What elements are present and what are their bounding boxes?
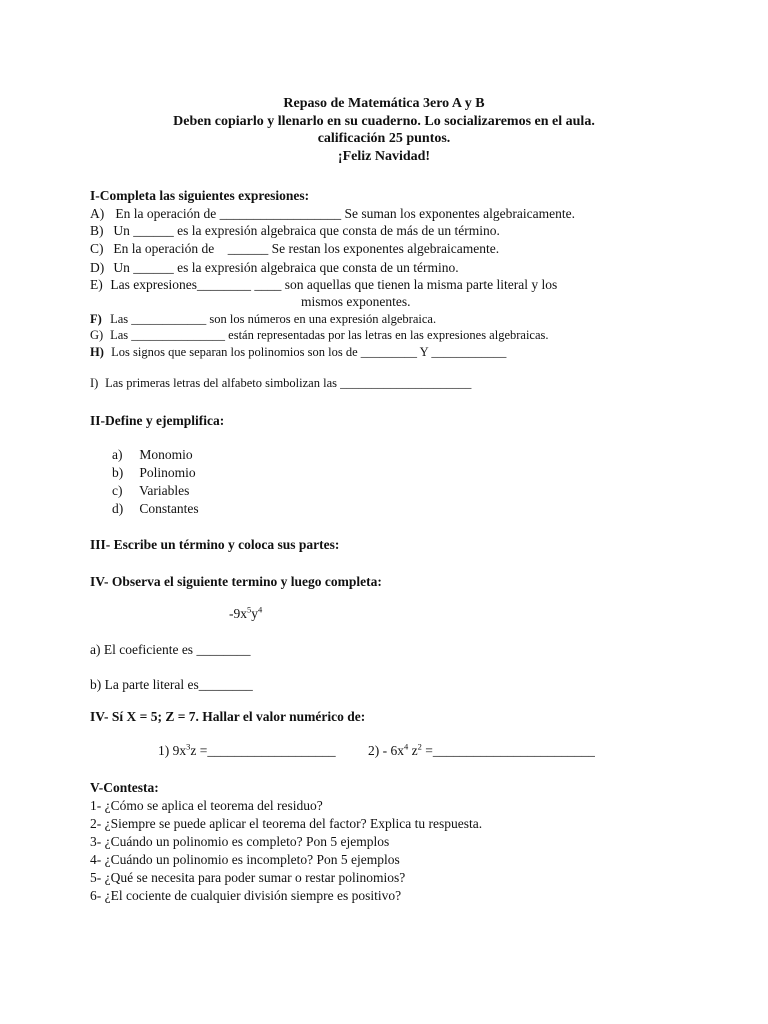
section-1-item-e xyxy=(90,276,557,294)
item-label: a) xyxy=(112,447,123,462)
term-variable-y: y xyxy=(251,606,258,621)
item-text: mismos exponentes. xyxy=(301,294,411,309)
eq2-prefix: 2) - 6x xyxy=(368,743,404,758)
section-1-item-h xyxy=(90,344,506,362)
list-item xyxy=(112,500,199,518)
list-item xyxy=(112,482,189,500)
eq2-exponent-x: 4 xyxy=(404,741,409,752)
section-1-item-d xyxy=(90,259,459,277)
document-title: Repaso de Matemática 3ero A y B xyxy=(283,96,485,111)
section-3-heading: III- Escribe un término y coloca sus partes: xyxy=(90,537,340,552)
question-item: 5- ¿Qué se necesita para poder sumar o restar polinomios? xyxy=(90,870,406,885)
eq1-exponent: 3 xyxy=(186,741,191,752)
section-4-heading: IV- Observa el siguiente termino y luego completa: xyxy=(90,574,382,589)
section-5-heading: IV- Sí X = 5; Z = 7. Hallar el valor numérico de: xyxy=(90,709,366,724)
item-text: Variables xyxy=(139,483,190,498)
document-header xyxy=(0,95,768,165)
item-label: C) xyxy=(90,241,104,256)
item-text: Polinomio xyxy=(139,465,196,480)
item-text: Las expresiones________ ____ son aquellas que tienen la misma parte literal y los xyxy=(110,277,558,292)
eq1-prefix: 1) 9x xyxy=(158,743,187,758)
item-label: G) xyxy=(90,328,104,342)
item-label: I) xyxy=(90,376,99,390)
item-text: En la operación de ______ Se restan los exponentes algebraicamente. xyxy=(113,241,500,256)
item-text: Los signos que separan los polinomios son los de _________ Y ____________ xyxy=(111,345,507,359)
item-text: Constantes xyxy=(139,501,199,516)
section-1-item-e-continuation xyxy=(301,293,411,311)
item-label: H) xyxy=(90,345,104,359)
section-4-item-a: a) El coeficiente es ________ xyxy=(90,642,251,657)
item-label: d) xyxy=(112,501,124,516)
equation-1 xyxy=(158,742,336,760)
section-1-item-i xyxy=(90,375,471,393)
term-exponent-y: 4 xyxy=(258,604,263,615)
item-label: F) xyxy=(90,312,102,326)
section-1-item-f xyxy=(90,311,436,329)
section-1-item-b xyxy=(90,222,500,240)
term-exponent-x: 5 xyxy=(247,604,252,615)
item-text: Un ______ es la expresión algebraica que consta de un término. xyxy=(113,260,459,275)
item-text: Monomio xyxy=(139,447,193,462)
section-1-item-a xyxy=(90,205,575,223)
section-6-heading: V-Contesta: xyxy=(90,780,159,795)
question-item: 2- ¿Siempre se puede aplicar el teorema del factor? Explica tu respuesta. xyxy=(90,816,483,831)
header-greeting: ¡Feliz Navidad! xyxy=(337,148,431,164)
section-4-item-b: b) La parte literal es________ xyxy=(90,677,253,692)
eq2-mid: z xyxy=(408,743,418,758)
item-text: Las primeras letras del alfabeto simbolizan las _____________________ xyxy=(105,376,472,390)
question-item: 6- ¿El cociente de cualquier división siempre es positivo? xyxy=(90,888,402,903)
item-label: c) xyxy=(112,483,123,498)
question-item: 4- ¿Cuándo un polinomio es incompleto? Pon 5 ejemplos xyxy=(90,852,400,867)
list-item xyxy=(112,464,196,482)
item-label: A) xyxy=(90,206,105,221)
question-item: 1- ¿Cómo se aplica el teorema del residuo? xyxy=(90,798,323,813)
item-text: Las ____________ son los números en una expresión algebraica. xyxy=(110,312,437,326)
header-grade: calificación 25 puntos. xyxy=(317,131,451,146)
list-item xyxy=(112,446,193,464)
item-label: b) xyxy=(112,465,124,480)
question-item: 3- ¿Cuándo un polinomio es completo? Pon 5 ejemplos xyxy=(90,834,390,849)
item-text: Un ______ es la expresión algebraica que consta de más de un término. xyxy=(113,223,500,238)
item-text: Las _______________ están representadas por las letras en las expresiones algebraicas. xyxy=(110,328,549,342)
section-2-heading: II-Define y ejemplifica: xyxy=(90,413,225,428)
section-1-item-g xyxy=(90,327,549,345)
algebraic-term xyxy=(229,605,262,623)
section-1-heading: I-Completa las siguientes expresiones: xyxy=(90,188,310,203)
item-text: En la operación de __________________ Se suman los exponentes algebraicamente. xyxy=(115,206,576,221)
eq1-suffix: z =___________________ xyxy=(190,743,336,758)
item-label: D) xyxy=(90,260,105,275)
eq2-suffix: =________________________ xyxy=(421,743,595,758)
item-label: B) xyxy=(90,223,104,238)
header-instructions: Deben copiarlo y llenarlo en su cuaderno. Lo socializaremos en el aula. xyxy=(173,113,595,129)
equation-2 xyxy=(368,742,595,760)
section-1-item-c xyxy=(90,240,499,258)
item-label: E) xyxy=(90,277,103,292)
eq2-exponent-z: 2 xyxy=(417,741,422,752)
term-base: -9x xyxy=(229,606,247,621)
